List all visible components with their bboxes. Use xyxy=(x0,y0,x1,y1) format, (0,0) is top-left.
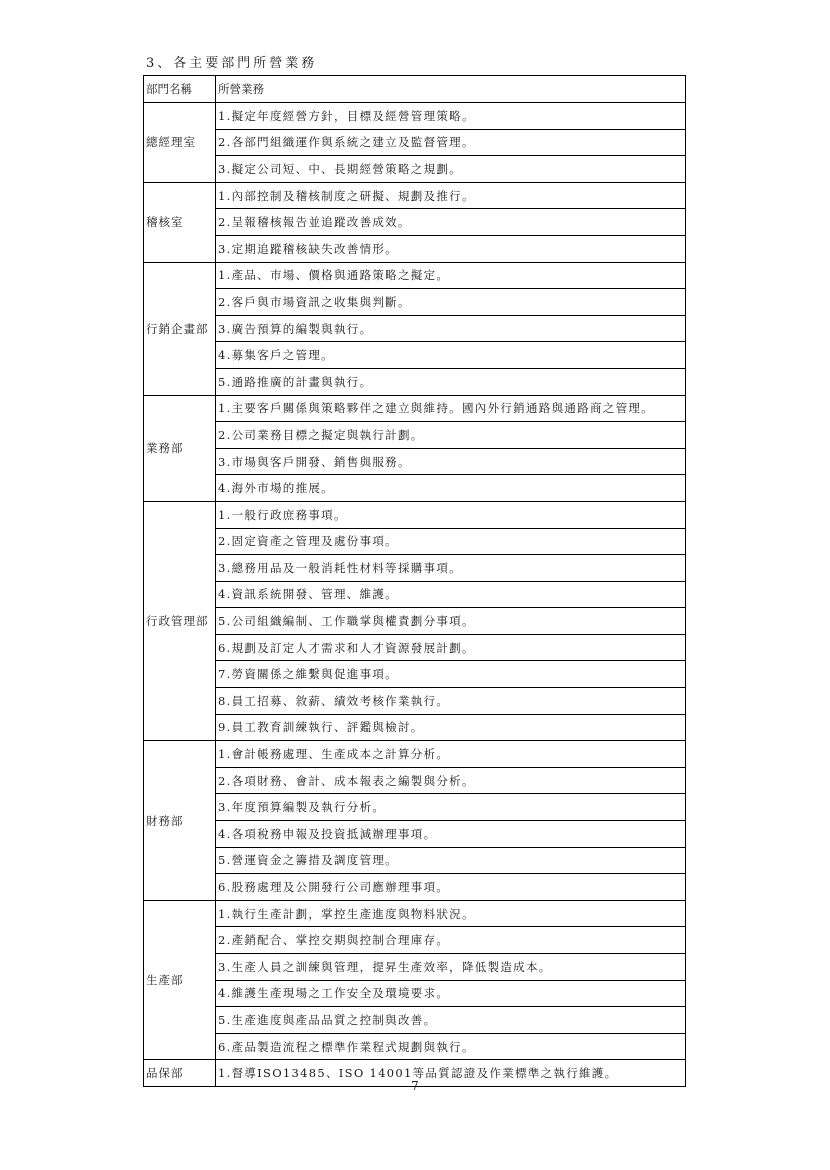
department-duty: 2.各項財務、會計、成本報表之編製與分析。 xyxy=(216,767,686,794)
table-row xyxy=(144,874,686,901)
table-row xyxy=(144,475,686,502)
department-duty: 4.資訊系統開發、管理、維護。 xyxy=(216,581,686,608)
table-row xyxy=(144,847,686,874)
department-duty: 2.各部門組織運作與系統之建立及監督管理。 xyxy=(216,129,686,156)
department-duty: 4.各項稅務申報及投資抵減辦理事項。 xyxy=(216,821,686,848)
table-row xyxy=(144,182,686,209)
table-row xyxy=(144,767,686,794)
department-duty: 1.會計帳務處理、生產成本之計算分析。 xyxy=(216,741,686,768)
department-duty: 3.廣告預算的編製與執行。 xyxy=(216,315,686,342)
department-duty: 1.執行生產計劃，掌控生產進度與物料狀況。 xyxy=(216,900,686,927)
department-duty: 2.產銷配合、掌控交期與控制合理庫存。 xyxy=(216,927,686,954)
department-duty: 5.公司組織編制、工作職掌與權責劃分事項。 xyxy=(216,608,686,635)
department-duty: 6.股務處理及公開發行公司應辦理事項。 xyxy=(216,874,686,901)
department-duty: 3.擬定公司短、中、長期經營策略之規劃。 xyxy=(216,156,686,183)
table-row xyxy=(144,1033,686,1060)
table-row xyxy=(144,1007,686,1034)
department-duty: 1.主要客戶關係與策略夥伴之建立與維持。國內外行銷通路與通路商之管理。 xyxy=(216,395,686,422)
section-title: 3、各主要部門所營業務 xyxy=(146,56,318,71)
table-row xyxy=(144,634,686,661)
department-duty: 1.內部控制及稽核制度之研擬、規劃及推行。 xyxy=(216,182,686,209)
department-duty: 6.產品製造流程之標準作業程式規劃與執行。 xyxy=(216,1033,686,1060)
department-name: 品保部 xyxy=(144,1060,216,1087)
table-row xyxy=(144,528,686,555)
department-duty: 5.通路推廣的計畫與執行。 xyxy=(216,368,686,395)
table-row xyxy=(144,688,686,715)
department-name: 稽核室 xyxy=(144,182,216,262)
department-duty: 1.督導ISO13485、ISO 14001等品質認證及作業標準之執行維護。 xyxy=(216,1060,686,1087)
department-duty: 3.市場與客戶開發、銷售與服務。 xyxy=(216,448,686,475)
table-row xyxy=(144,342,686,369)
department-duty: 8.員工招募、敘薪、績效考核作業執行。 xyxy=(216,688,686,715)
department-duty: 1.擬定年度經營方針，目標及經營管理策略。 xyxy=(216,103,686,130)
department-duty: 4.海外市場的推展。 xyxy=(216,475,686,502)
department-name: 業務部 xyxy=(144,395,216,501)
table-row xyxy=(144,315,686,342)
table-row xyxy=(144,794,686,821)
department-duty: 9.員工教育訓練執行、評鑑與檢討。 xyxy=(216,714,686,741)
department-duty: 1.一般行政庶務事項。 xyxy=(216,501,686,528)
department-name: 生產部 xyxy=(144,900,216,1060)
table-row xyxy=(144,129,686,156)
table-row xyxy=(144,368,686,395)
table-row xyxy=(144,821,686,848)
table-row xyxy=(144,927,686,954)
table-row xyxy=(144,581,686,608)
table-row xyxy=(144,235,686,262)
table-row xyxy=(144,209,686,236)
table-row xyxy=(144,980,686,1007)
table-row xyxy=(144,448,686,475)
department-name: 行政管理部 xyxy=(144,501,216,740)
department-duty: 6.規劃及訂定人才需求和人才資源發展計劃。 xyxy=(216,634,686,661)
department-name: 總經理室 xyxy=(144,103,216,183)
table-row xyxy=(144,395,686,422)
table-row xyxy=(144,661,686,688)
department-duty: 1.產品、市場、價格與通路策略之擬定。 xyxy=(216,262,686,289)
header-duties: 所營業務 xyxy=(216,76,686,103)
department-duty: 4.維護生產現場之工作安全及環境要求。 xyxy=(216,980,686,1007)
department-duty: 2.固定資產之管理及處份事項。 xyxy=(216,528,686,555)
table-row xyxy=(144,289,686,316)
table-row xyxy=(144,900,686,927)
table-row xyxy=(144,501,686,528)
table-row xyxy=(144,714,686,741)
department-duty: 3.生產人員之訓練與管理，提昇生產效率，降低製造成本。 xyxy=(216,954,686,981)
table-header-row xyxy=(144,76,686,103)
department-duty: 2.公司業務目標之擬定與執行計劃。 xyxy=(216,422,686,449)
department-duty: 2.呈報稽核報告並追蹤改善成效。 xyxy=(216,209,686,236)
department-duty: 3.年度預算編製及執行分析。 xyxy=(216,794,686,821)
department-duty: 5.生產進度與產品品質之控制與改善。 xyxy=(216,1007,686,1034)
table-row xyxy=(144,156,686,183)
department-duty: 3.定期追蹤稽核缺失改善情形。 xyxy=(216,235,686,262)
table-row xyxy=(144,103,686,130)
table-row xyxy=(144,741,686,768)
department-duty: 2.客戶與市場資訊之收集與判斷。 xyxy=(216,289,686,316)
table-row xyxy=(144,422,686,449)
table-row xyxy=(144,954,686,981)
department-duty: 7.勞資關係之維繫與促進事項。 xyxy=(216,661,686,688)
department-name: 行銷企畫部 xyxy=(144,262,216,395)
page-number: 7 xyxy=(411,1079,419,1093)
table-row xyxy=(144,608,686,635)
department-duty: 5.營運資金之籌措及調度管理。 xyxy=(216,847,686,874)
department-table xyxy=(143,75,686,1087)
table-row xyxy=(144,262,686,289)
header-department-name: 部門名稱 xyxy=(144,76,216,103)
department-duty: 4.募集客戶之管理。 xyxy=(216,342,686,369)
department-name: 財務部 xyxy=(144,741,216,901)
table-row xyxy=(144,555,686,582)
department-duty: 3.總務用品及一般消耗性材料等採購事項。 xyxy=(216,555,686,582)
